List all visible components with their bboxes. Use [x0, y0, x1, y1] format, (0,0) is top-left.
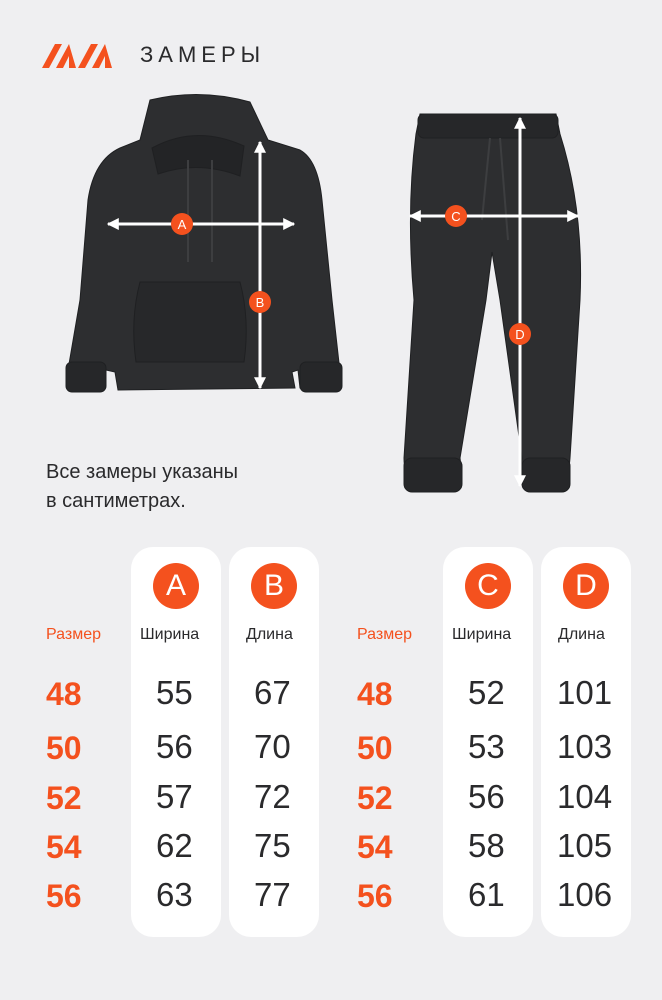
- marker-b: [249, 291, 271, 313]
- marker-a: [171, 213, 193, 235]
- size-header: Размер: [357, 626, 412, 643]
- size-cell: 50: [357, 730, 393, 766]
- size-cell: 54: [357, 829, 393, 865]
- pants-image: [404, 114, 581, 492]
- value-cell: 53: [468, 728, 505, 765]
- size-cell: 48: [357, 676, 393, 712]
- measurement-note: [46, 458, 238, 516]
- size-cell: 48: [46, 676, 82, 712]
- size-header: Размер: [46, 626, 101, 643]
- size-cell: 54: [46, 829, 82, 865]
- value-cell: 101: [557, 674, 613, 711]
- note-line-1: Все замеры указаны: [46, 461, 239, 483]
- size-cell: 52: [357, 780, 393, 816]
- value-cell: 105: [557, 827, 613, 864]
- value-cell: 55: [156, 674, 193, 711]
- column-header-width: Ширина: [452, 626, 512, 643]
- svg-text:C: C: [451, 209, 461, 224]
- size-cell: 50: [46, 730, 82, 766]
- value-cell: 62: [156, 827, 193, 864]
- badge-b: B: [251, 563, 297, 609]
- value-cell: 58: [468, 827, 505, 864]
- size-cell: 56: [357, 878, 393, 914]
- column-header-length: Длина: [246, 626, 293, 643]
- value-cell: 103: [557, 728, 613, 765]
- svg-text:B: B: [255, 295, 265, 310]
- badge-d: D: [563, 563, 609, 609]
- value-cell: 72: [254, 778, 291, 815]
- marker-c: [445, 205, 467, 227]
- marker-d: [509, 323, 531, 345]
- value-cell: 57: [156, 778, 193, 815]
- page-title: ЗАМЕРЫ: [140, 42, 266, 67]
- size-cell: 56: [46, 878, 82, 914]
- badge-a: A: [153, 563, 199, 609]
- garment-illustration: [0, 80, 662, 510]
- value-cell: 104: [557, 778, 613, 815]
- value-cell: 52: [468, 674, 505, 711]
- value-cell: 63: [156, 876, 193, 913]
- value-cell: 56: [156, 728, 193, 765]
- value-cell: 56: [468, 778, 505, 815]
- value-cell: 106: [557, 876, 613, 913]
- value-cell: 75: [254, 827, 291, 864]
- hoodie-image: [66, 94, 342, 392]
- column-header-length: Длина: [558, 626, 605, 643]
- note-line-2: в сантиметрах.: [46, 490, 186, 512]
- value-cell: 70: [254, 728, 291, 765]
- brand-logo-icon: [42, 42, 112, 70]
- value-cell: 61: [468, 876, 505, 913]
- size-cell: 52: [46, 780, 82, 816]
- badge-c: C: [465, 563, 511, 609]
- value-cell: 77: [254, 876, 291, 913]
- value-cell: 67: [254, 674, 291, 711]
- svg-text:D: D: [515, 327, 525, 342]
- svg-text:A: A: [177, 217, 187, 232]
- column-header-width: Ширина: [140, 626, 200, 643]
